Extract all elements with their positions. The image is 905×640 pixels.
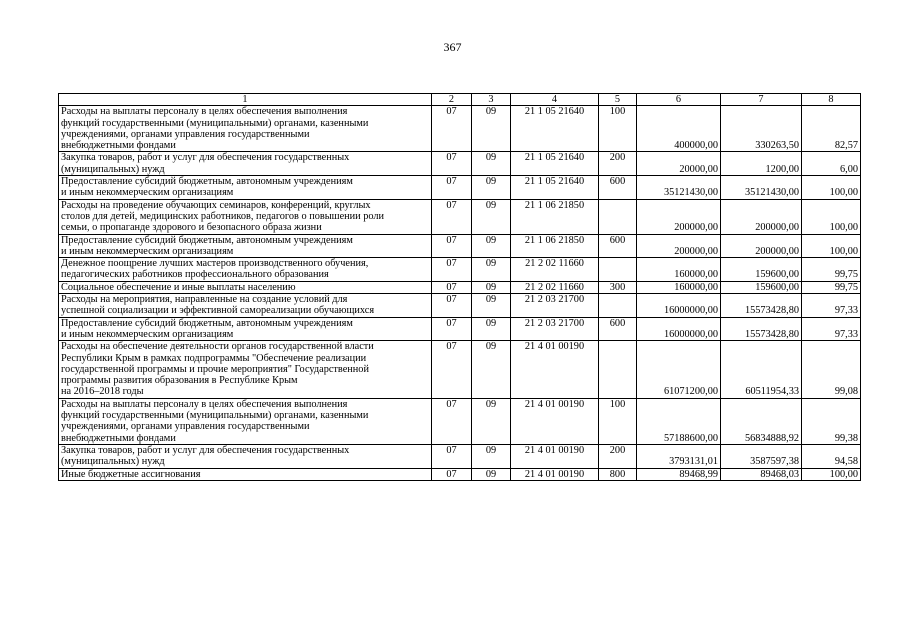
- approved-amount: 160000,00: [637, 281, 721, 293]
- row-name: Предоставление субсидий бюджетным, автономным учреждениям и иным некоммерческим организациям: [59, 317, 432, 341]
- section-code: 07: [432, 468, 472, 480]
- approved-amount: 400000,00: [637, 106, 721, 152]
- row-name: Иные бюджетные ассигнования: [59, 468, 432, 480]
- executed-amount: 159600,00: [721, 281, 802, 293]
- expense-type-code: [599, 294, 637, 318]
- table-row: [59, 341, 861, 398]
- row-name: Социальное обеспечение и иные выплаты населению: [59, 281, 432, 293]
- executed-amount: 200000,00: [721, 199, 802, 234]
- table-row: [59, 281, 861, 293]
- approved-amount: 3793131,01: [637, 444, 721, 468]
- expense-type-code: 300: [599, 281, 637, 293]
- subsection-code: 09: [472, 398, 511, 444]
- executed-amount: 35121430,00: [721, 176, 802, 200]
- expense-type-code: [599, 199, 637, 234]
- target-article-code: 21 4 01 00190: [511, 468, 599, 480]
- expense-type-code: [599, 341, 637, 398]
- section-code: 07: [432, 341, 472, 398]
- section-code: 07: [432, 294, 472, 318]
- table-row: [59, 317, 861, 341]
- executed-amount: 15573428,80: [721, 317, 802, 341]
- table-row: [59, 468, 861, 480]
- approved-amount: 20000,00: [637, 152, 721, 176]
- execution-percent: 94,58: [802, 444, 861, 468]
- execution-percent: 97,33: [802, 317, 861, 341]
- approved-amount: 200000,00: [637, 234, 721, 258]
- expense-type-code: 200: [599, 444, 637, 468]
- approved-amount: 57188600,00: [637, 398, 721, 444]
- table-row: [59, 234, 861, 258]
- executed-amount: 89468,03: [721, 468, 802, 480]
- table-row: [59, 176, 861, 200]
- execution-percent: 82,57: [802, 106, 861, 152]
- expense-type-code: 600: [599, 317, 637, 341]
- header-cell: 8: [802, 94, 861, 106]
- table-header-row: [59, 94, 861, 106]
- subsection-code: 09: [472, 176, 511, 200]
- header-cell: 2: [432, 94, 472, 106]
- header-cell: 5: [599, 94, 637, 106]
- execution-percent: 100,00: [802, 468, 861, 480]
- table-row: [59, 106, 861, 152]
- table-row: [59, 444, 861, 468]
- row-name: Закупка товаров, работ и услуг для обеспечения государственных (муниципальных) нужд: [59, 444, 432, 468]
- row-name: Предоставление субсидий бюджетным, автономным учреждениям и иным некоммерческим организациям: [59, 176, 432, 200]
- expense-type-code: 600: [599, 176, 637, 200]
- expense-type-code: [599, 258, 637, 282]
- table-row: [59, 199, 861, 234]
- target-article-code: 21 1 06 21850: [511, 234, 599, 258]
- expense-type-code: 100: [599, 398, 637, 444]
- subsection-code: 09: [472, 468, 511, 480]
- row-name: Расходы на мероприятия, направленные на создание условий для успешной социализации и эффективной самореализации обучающихся: [59, 294, 432, 318]
- execution-percent: 99,08: [802, 341, 861, 398]
- approved-amount: 160000,00: [637, 258, 721, 282]
- approved-amount: 35121430,00: [637, 176, 721, 200]
- approved-amount: 200000,00: [637, 199, 721, 234]
- table-row: [59, 294, 861, 318]
- execution-percent: 99,75: [802, 258, 861, 282]
- table-row: [59, 398, 861, 444]
- execution-percent: 100,00: [802, 176, 861, 200]
- row-name: Расходы на проведение обучающих семинаров, конференций, круглых столов для детей, медицинских работников, педагогов о повышении роли семьи, о пропаганде здорового и безопасного образа жизни: [59, 199, 432, 234]
- subsection-code: 09: [472, 444, 511, 468]
- execution-percent: 99,75: [802, 281, 861, 293]
- execution-percent: 99,38: [802, 398, 861, 444]
- target-article-code: 21 2 02 11660: [511, 258, 599, 282]
- executed-amount: 1200,00: [721, 152, 802, 176]
- section-code: 07: [432, 317, 472, 341]
- header-cell: 3: [472, 94, 511, 106]
- execution-percent: 100,00: [802, 234, 861, 258]
- subsection-code: 09: [472, 106, 511, 152]
- target-article-code: 21 2 03 21700: [511, 294, 599, 318]
- approved-amount: 61071200,00: [637, 341, 721, 398]
- table-row: [59, 258, 861, 282]
- expense-type-code: 800: [599, 468, 637, 480]
- target-article-code: 21 1 05 21640: [511, 152, 599, 176]
- executed-amount: 56834888,92: [721, 398, 802, 444]
- approved-amount: 16000000,00: [637, 317, 721, 341]
- target-article-code: 21 1 06 21850: [511, 199, 599, 234]
- target-article-code: 21 2 02 11660: [511, 281, 599, 293]
- subsection-code: 09: [472, 199, 511, 234]
- page-number: 367: [443, 40, 462, 54]
- subsection-code: 09: [472, 152, 511, 176]
- section-code: 07: [432, 152, 472, 176]
- row-name: Предоставление субсидий бюджетным, автономным учреждениям и иным некоммерческим организациям: [59, 234, 432, 258]
- header-cell: 6: [637, 94, 721, 106]
- section-code: 07: [432, 199, 472, 234]
- subsection-code: 09: [472, 317, 511, 341]
- header-cell: 4: [511, 94, 599, 106]
- target-article-code: 21 4 01 00190: [511, 341, 599, 398]
- header-cell: 7: [721, 94, 802, 106]
- execution-percent: 97,33: [802, 294, 861, 318]
- row-name: Расходы на выплаты персоналу в целях обеспечения выполнения функций государственными (муниципальными) органами, казенными учреждениями, органами управления государственными внебюджетными фондами: [59, 106, 432, 152]
- target-article-code: 21 4 01 00190: [511, 398, 599, 444]
- section-code: 07: [432, 258, 472, 282]
- section-code: 07: [432, 106, 472, 152]
- subsection-code: 09: [472, 234, 511, 258]
- header-cell: 1: [59, 94, 432, 106]
- target-article-code: 21 4 01 00190: [511, 444, 599, 468]
- executed-amount: 330263,50: [721, 106, 802, 152]
- row-name: Денежное поощрение лучших мастеров производственного обучения, педагогических работников профессионального образования: [59, 258, 432, 282]
- executed-amount: 3587597,38: [721, 444, 802, 468]
- executed-amount: 159600,00: [721, 258, 802, 282]
- row-name: Расходы на выплаты персоналу в целях обеспечения выполнения функций государственными (муниципальными) органами, казенными учреждениями, органами управления государственными внебюджетными фондами: [59, 398, 432, 444]
- subsection-code: 09: [472, 281, 511, 293]
- target-article-code: 21 1 05 21640: [511, 176, 599, 200]
- section-code: 07: [432, 398, 472, 444]
- section-code: 07: [432, 444, 472, 468]
- approved-amount: 89468,99: [637, 468, 721, 480]
- expense-type-code: 100: [599, 106, 637, 152]
- executed-amount: 200000,00: [721, 234, 802, 258]
- section-code: 07: [432, 281, 472, 293]
- subsection-code: 09: [472, 341, 511, 398]
- execution-percent: 6,00: [802, 152, 861, 176]
- row-name: Закупка товаров, работ и услуг для обеспечения государственных (муниципальных) нужд: [59, 152, 432, 176]
- executed-amount: 15573428,80: [721, 294, 802, 318]
- target-article-code: 21 1 05 21640: [511, 106, 599, 152]
- table-row: [59, 152, 861, 176]
- section-code: 07: [432, 234, 472, 258]
- subsection-code: 09: [472, 258, 511, 282]
- approved-amount: 16000000,00: [637, 294, 721, 318]
- row-name: Расходы на обеспечение деятельности органов государственной власти Республики Крым в рамках подпрограммы "Обеспечение реализации государственной программы и прочие мероприятия" Государственной программы развития образования в Республике Крым на 2016–2018 годы: [59, 341, 432, 398]
- target-article-code: 21 2 03 21700: [511, 317, 599, 341]
- section-code: 07: [432, 176, 472, 200]
- executed-amount: 60511954,33: [721, 341, 802, 398]
- subsection-code: 09: [472, 294, 511, 318]
- expense-type-code: 600: [599, 234, 637, 258]
- expense-type-code: 200: [599, 152, 637, 176]
- execution-percent: 100,00: [802, 199, 861, 234]
- budget-table: [58, 93, 861, 481]
